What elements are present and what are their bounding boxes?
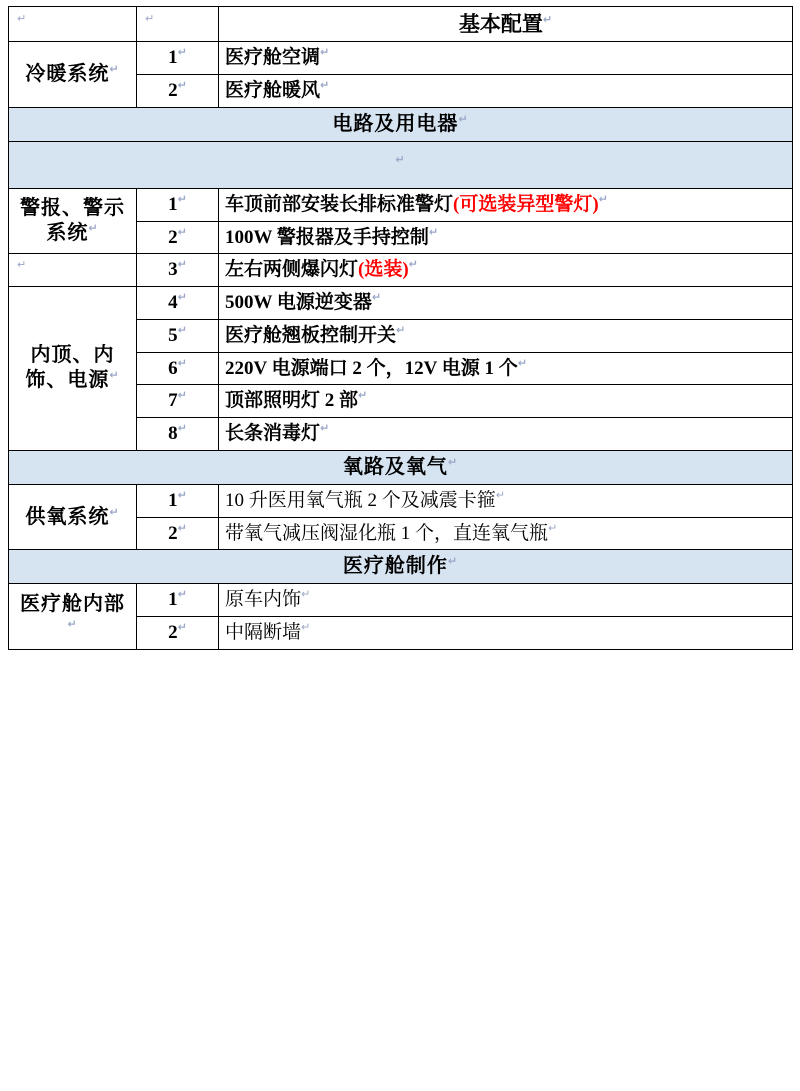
paragraph-mark: ↵: [542, 13, 553, 26]
item-number: [137, 484, 219, 517]
paragraph-mark: ↵: [177, 78, 187, 92]
paragraph-mark: ↵: [458, 112, 469, 126]
table-row: [9, 141, 793, 188]
category-label: 供氧系统: [25, 505, 110, 528]
item-description: [219, 418, 793, 451]
item-number: [137, 42, 219, 75]
number-text: 3: [168, 259, 178, 281]
item-description: [219, 75, 793, 108]
description-highlight: (可选装异型警灯): [453, 193, 599, 215]
number-text: 7: [168, 390, 178, 412]
section-header-cabin-build: [9, 550, 793, 584]
item-number: [137, 221, 219, 254]
table-row: [9, 107, 793, 141]
paragraph-mark: ↵: [177, 421, 187, 435]
description-text: 医疗舱翘板控制开关: [225, 324, 397, 346]
paragraph-mark: ↵: [177, 192, 187, 206]
description-text: 原车内饰: [225, 589, 302, 611]
description-text: 220V 电源端口 2 个，12V 电源 1 个: [225, 357, 518, 379]
paragraph-mark: ↵: [447, 455, 459, 469]
category-cell-cabin-interior: [9, 584, 137, 650]
paragraph-mark: ↵: [548, 521, 558, 535]
description-text: 医疗舱空调: [225, 47, 321, 69]
paragraph-mark: ↵: [17, 257, 27, 271]
item-number: [137, 352, 219, 385]
paragraph-mark: ↵: [320, 78, 330, 92]
number-text: 1: [168, 193, 178, 215]
paragraph-mark: ↵: [396, 323, 406, 337]
item-description: [219, 319, 793, 352]
item-number: [137, 517, 219, 550]
paragraph-mark: ↵: [88, 221, 99, 235]
item-number: [137, 188, 219, 221]
paragraph-mark: ↵: [320, 45, 330, 59]
table-row: [9, 254, 793, 287]
title-text: 基本配置: [458, 12, 543, 36]
item-description: [219, 584, 793, 617]
description-text: 10 升医用氧气瓶 2 个及减震卡箍: [225, 489, 496, 511]
table-row: [9, 188, 793, 221]
item-description: [219, 484, 793, 517]
description-text: 顶部照明灯 2 部: [225, 390, 359, 412]
category-cell-alarm: [9, 188, 137, 254]
table-row: [9, 584, 793, 617]
paragraph-mark: ↵: [177, 587, 187, 601]
document-page: [0, 6, 800, 1091]
paragraph-mark: ↵: [177, 521, 187, 535]
paragraph-mark: ↵: [320, 421, 330, 435]
item-description: [219, 517, 793, 550]
paragraph-mark: ↵: [447, 554, 459, 568]
paragraph-mark: ↵: [598, 192, 608, 206]
empty-category-cell: [9, 254, 137, 287]
number-text: 8: [168, 423, 178, 444]
paragraph-mark: ↵: [109, 62, 120, 76]
number-text: 2: [168, 522, 178, 544]
category-label: 冷暖系统: [25, 63, 110, 85]
category-label: 警报、警示系统: [20, 197, 125, 244]
description-text: 长条消毒灯: [225, 423, 321, 444]
paragraph-mark: ↵: [145, 11, 155, 25]
paragraph-mark: ↵: [177, 290, 187, 304]
item-description: [219, 254, 793, 287]
paragraph-mark: ↵: [177, 488, 187, 502]
paragraph-mark: ↵: [177, 225, 187, 239]
number-text: 6: [168, 357, 178, 379]
item-description: [219, 42, 793, 75]
section-label: 医疗舱制作: [342, 555, 448, 578]
description-text: 500W 电源逆变器: [225, 292, 372, 313]
paragraph-mark: ↵: [408, 257, 418, 271]
paragraph-mark: ↵: [358, 388, 368, 402]
description-text: 左右两侧爆闪灯: [225, 259, 359, 281]
item-number: [137, 617, 219, 650]
table-row: [9, 287, 793, 320]
table-row: [9, 450, 793, 484]
paragraph-mark: ↵: [109, 368, 120, 382]
item-number: [137, 584, 219, 617]
page-title: [219, 7, 793, 42]
paragraph-mark: ↵: [301, 620, 311, 634]
table-row: [9, 550, 793, 584]
number-text: 1: [168, 589, 178, 611]
number-text: 2: [168, 226, 178, 248]
number-text: 4: [168, 292, 178, 313]
item-number: [137, 418, 219, 451]
description-text: 车顶前部安装长排标准警灯: [225, 193, 454, 215]
item-description: [219, 221, 793, 254]
paragraph-mark: ↵: [495, 488, 505, 502]
item-number: [137, 385, 219, 418]
paragraph-mark: ↵: [177, 356, 187, 370]
paragraph-mark: ↵: [177, 323, 187, 337]
paragraph-mark: ↵: [109, 504, 120, 518]
category-cell-hvac: [9, 42, 137, 108]
item-description: [219, 617, 793, 650]
empty-cell: [9, 7, 137, 42]
number-text: 2: [168, 622, 178, 643]
table-row: [9, 42, 793, 75]
paragraph-mark: ↵: [177, 257, 187, 271]
section-header-electrical: [9, 107, 793, 141]
paragraph-mark: ↵: [177, 45, 187, 59]
section-spacer-row: [9, 141, 793, 188]
description-text: 100W 警报器及手持控制: [225, 226, 429, 248]
paragraph-mark: ↵: [371, 290, 382, 304]
item-number: [137, 287, 219, 320]
paragraph-mark: ↵: [301, 587, 311, 601]
paragraph-mark: ↵: [517, 356, 527, 370]
description-text: 医疗舱暖风: [225, 80, 321, 101]
category-label: 内顶、内饰、电源: [25, 344, 115, 392]
item-number: [137, 75, 219, 108]
item-description: [219, 287, 793, 320]
description-text: 中隔断墙: [225, 622, 302, 643]
section-label: 电路及用电器: [332, 112, 459, 135]
item-description: [219, 352, 793, 385]
category-label: 医疗舱内部: [20, 592, 125, 615]
paragraph-mark: ↵: [428, 225, 439, 239]
paragraph-mark: ↵: [17, 11, 27, 25]
table-row: [9, 7, 793, 42]
specification-table: [8, 6, 793, 650]
paragraph-mark: ↵: [177, 620, 187, 634]
number-text: 5: [168, 324, 178, 346]
paragraph-mark: ↵: [395, 152, 406, 166]
table-row: [9, 484, 793, 517]
category-cell-oxygen-supply: [9, 484, 137, 550]
description-text: 带氧气减压阀湿化瓶 1 个，直连氧气瓶: [225, 522, 549, 544]
item-description: [219, 385, 793, 418]
item-description: [219, 188, 793, 221]
item-number: [137, 319, 219, 352]
description-highlight: (选装): [358, 259, 409, 281]
paragraph-mark: ↵: [177, 388, 187, 402]
number-text: 1: [168, 47, 178, 69]
section-label: 氧路及氧气: [342, 455, 448, 478]
empty-cell: [137, 7, 219, 42]
section-header-oxygen: [9, 450, 793, 484]
number-text: 2: [168, 80, 178, 101]
category-cell-interior-power: [9, 287, 137, 451]
paragraph-mark: ↵: [67, 616, 78, 630]
item-number: [137, 254, 219, 287]
number-text: 1: [168, 489, 178, 511]
